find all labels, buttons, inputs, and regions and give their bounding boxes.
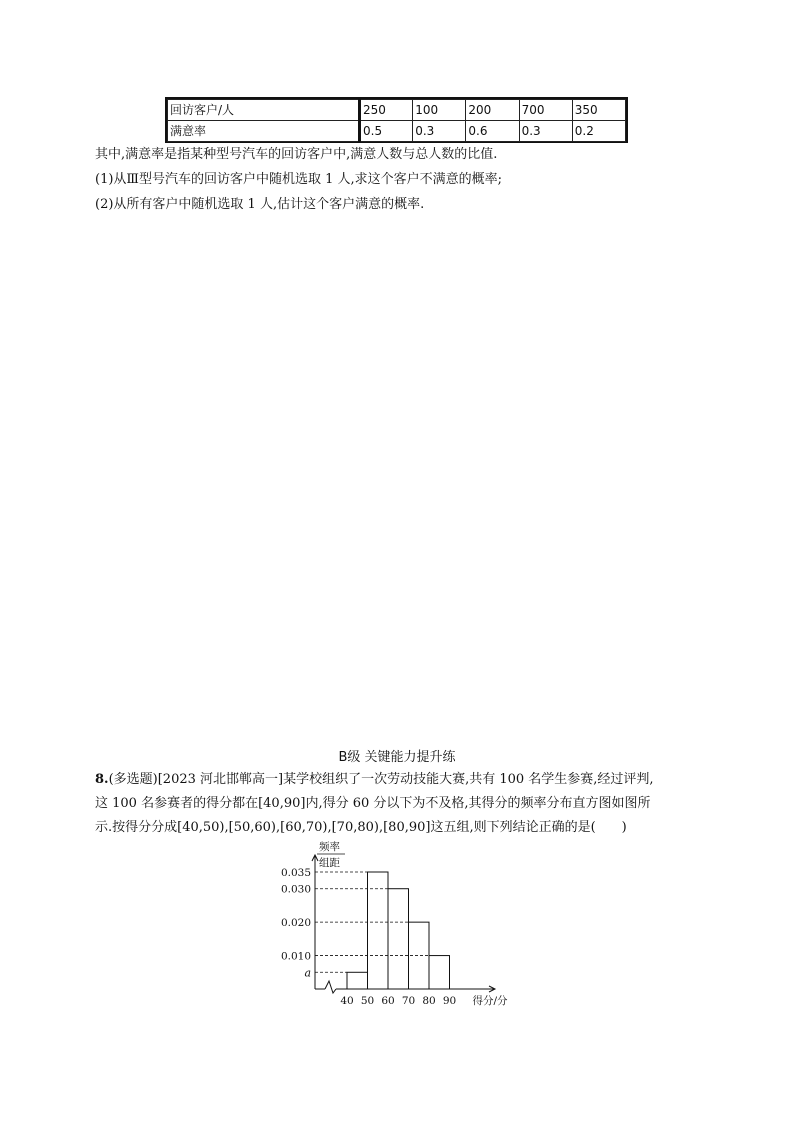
question-8-text: (多选题)[2023 河北邯郸高一]某学校组织了一次劳动技能大赛,共有 100 名学生参赛,经过评判, <box>108 772 654 787</box>
table-cell: 0.3 <box>519 121 572 142</box>
table-row-label: 满意率 <box>168 121 360 142</box>
x-tick-label: 70 <box>401 995 416 1007</box>
y-tick-label: 0.020 <box>280 917 311 930</box>
histogram-bar <box>347 972 368 989</box>
table-cell: 700 <box>519 100 572 121</box>
question-number: 8. <box>95 772 109 787</box>
section-title: B级 关键能力提升练 <box>338 750 456 765</box>
table-cell: 350 <box>572 100 625 121</box>
question-part-1: (1)从Ⅲ型号汽车的回访客户中随机选取 1 人,求这个客户不满意的概率; <box>95 172 502 187</box>
y-tick-label: a <box>304 966 311 980</box>
table-row-label: 回访客户/人 <box>168 100 360 121</box>
chart-axes <box>312 855 495 993</box>
question-part-2: (2)从所有客户中随机选取 1 人,估计这个客户满意的概率. <box>95 197 425 212</box>
table-cell: 0.5 <box>360 121 413 142</box>
definition-note: 其中,满意率是指某种型号汽车的回访客户中,满意人数与总人数的比值. <box>95 147 498 162</box>
y-tick-label: 0.010 <box>280 950 311 963</box>
table-cell: 0.6 <box>466 121 519 142</box>
table-cell: 0.3 <box>413 121 466 142</box>
x-tick-label: 50 <box>360 995 375 1007</box>
question-8-line-2: 这 100 名参赛者的得分都在[40,90]内,得分 60 分以下为不及格,其得分的频率分布直方图如图所 <box>95 796 651 811</box>
histogram-bar <box>388 889 409 989</box>
x-tick-label: 80 <box>422 995 436 1007</box>
y-axis-label-numerator: 频率 <box>319 841 340 853</box>
x-tick-label: 40 <box>340 995 354 1007</box>
histogram-bar <box>368 872 389 989</box>
x-tick-label: 60 <box>381 995 395 1007</box>
question-8-line-3: 示.按得分分成[40,50),[50,60),[60,70),[70,80),[80,90]这五组,则下列结论正确的是( ) <box>95 820 627 835</box>
y-axis-label-denominator: 组距 <box>319 857 340 869</box>
chart-bars <box>347 872 450 989</box>
y-tick-label: 0.035 <box>280 867 311 879</box>
table-cell: 0.2 <box>572 121 625 142</box>
table-cell: 200 <box>466 100 519 121</box>
histogram-bar <box>429 956 450 989</box>
table-cell: 250 <box>360 100 413 121</box>
x-axis-label: 得分/分 <box>472 995 508 1007</box>
table-cell: 100 <box>413 100 466 121</box>
x-axis-break <box>325 981 336 993</box>
x-tick-label: 90 <box>442 995 457 1007</box>
y-tick-label: 0.030 <box>280 883 311 896</box>
